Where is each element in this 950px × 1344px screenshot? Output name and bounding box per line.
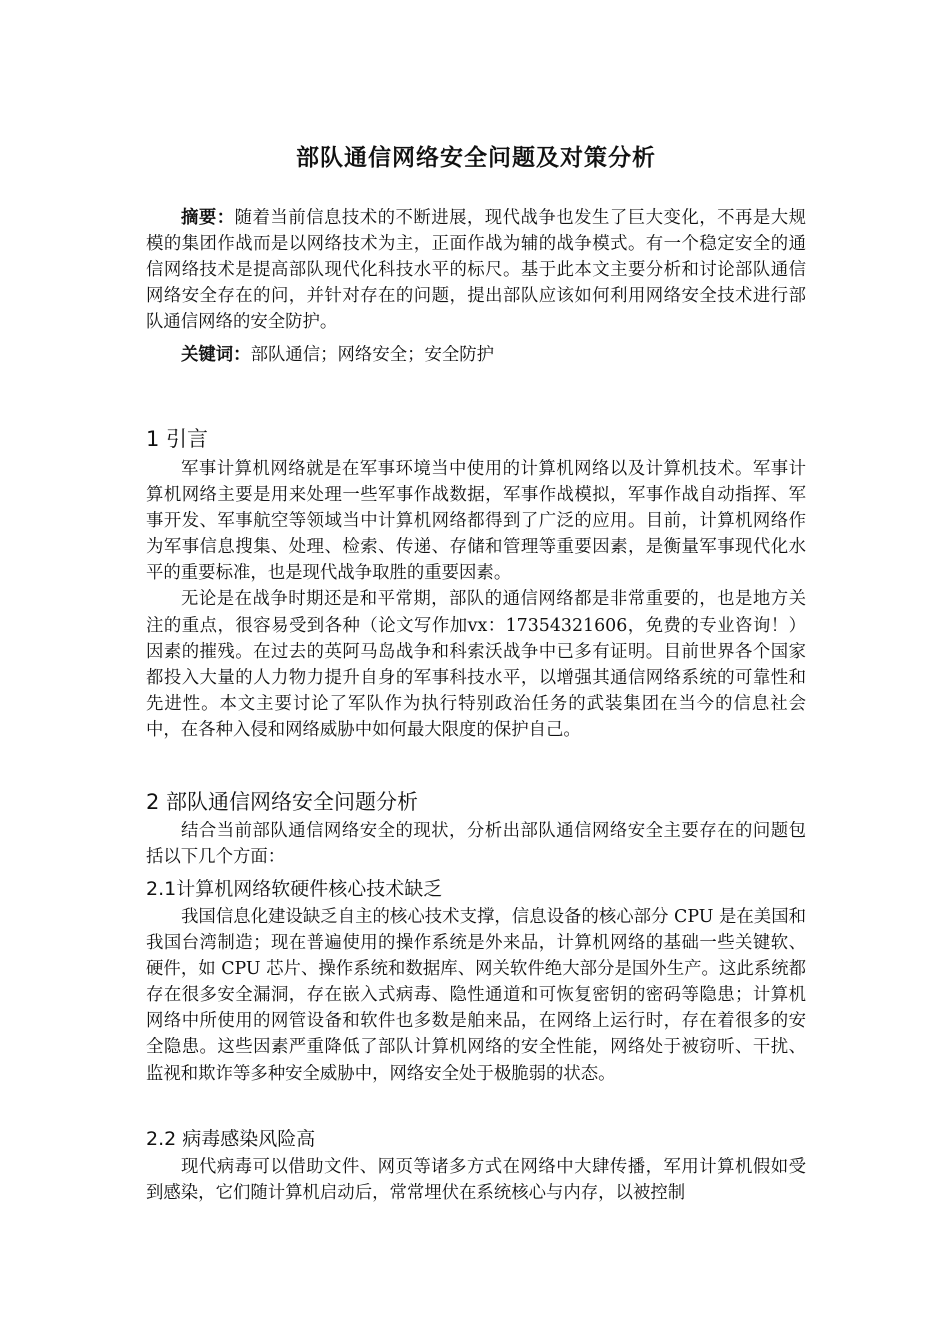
section-2 [146,788,806,870]
keywords-text: 部队通信；网络安全；安全防护 [250,345,495,365]
subsection-heading: 2.1计算机网络软硬件核心技术缺乏 [146,878,443,900]
keywords-paragraph [146,342,806,368]
section-2-2 [146,1126,806,1206]
paragraph: 现代病毒可以借助文件、网页等诸多方式在网络中大肆传播，军用计算机假如受到感染，它们随计算机启动后，常常埋伏在系统核心与内存，以被控制 [146,1157,806,1204]
abstract-text: 随着当前信息技术的不断进展，现代战争也发生了巨大变化，不再是大规模的集团作战而是以网络技术为主，正面作战为辅的战争模式。有一个稳定安全的通信网络技术是提高部队现代化科技水平的标尺。基于此本文主要分析和讨论部队通信网络安全存在的问，并针对存在的问题，提出部队应该如何利用网络安全技术进行部队通信网络的安全防护。 [146,208,806,333]
paragraph: 我国信息化建设缺乏自主的核心技术支撑，信息设备的核心部分 CPU 是在美国和我国台湾制造；现在普遍使用的操作系统是外来品，计算机网络的基础一些关键软、硬件，如 CPU 芯片、操作系统和数据库、网关软件绝大部分是国外生产。这此系统都存在很多安全漏洞，存在嵌入式病毒、隐性通道和可恢复密钥的密码等隐患；计算机网络中所使用的网管设备和软件也多数是舶来品，在网络上运行时，存在着很多的安全隐患。这些因素严重降低了部队计算机网络的安全性能，网络处于被窃听、干扰、监视和欺诈等多种安全威胁中，网络安全处于极脆弱的状态。 [146,907,806,1084]
paragraph: 结合当前部队通信网络安全的现状，分析出部队通信网络安全主要存在的问题包括以下几个方面： [146,821,806,868]
abstract-label: 摘要： [181,208,235,228]
keywords [146,342,806,368]
section-1 [146,425,806,743]
subsection-heading: 2.2 病毒感染风险高 [146,1128,316,1150]
section-2-1 [146,876,806,1087]
section-heading: 2 部队通信网络安全问题分析 [146,790,419,814]
abstract [146,205,806,335]
paragraph: 军事计算机网络就是在军事环境当中使用的计算机网络以及计算机技术。军事计算机网络主要是用来处理一些军事作战数据，军事作战模拟，军事作战自动指挥、军事开发、军事航空等领域当中计算机网络都得到了广泛的应用。目前，计算机网络作为军事信息搜集、处理、检索、传递、存储和管理等重要因素，是衡量军事现代化水平的重要标准，也是现代战争取胜的重要因素。 [146,459,806,584]
paragraph: 无论是在战争时期还是和平常期，部队的通信网络都是非常重要的，也是地方关注的重点，很容易受到各种（论文写作加vx：17354321606，免费的专业咨询！）因素的摧残。在过去的英阿马岛战争和科索沃战争中已多有证明。目前世界各个国家都投入大量的人力物力提升自身的军事科技水平，以增强其通信网络系统的可靠性和先进性。本文主要讨论了军队作为执行特别政治任务的武装集团在当今的信息社会中，在各种入侵和网络威胁中如何最大限度的保护自己。 [146,589,806,740]
document-title: 部队通信网络安全问题及对策分析 [296,145,656,171]
keywords-label: 关键词： [181,345,251,365]
abstract-paragraph [146,205,806,335]
section-heading: 1 引言 [146,427,209,451]
